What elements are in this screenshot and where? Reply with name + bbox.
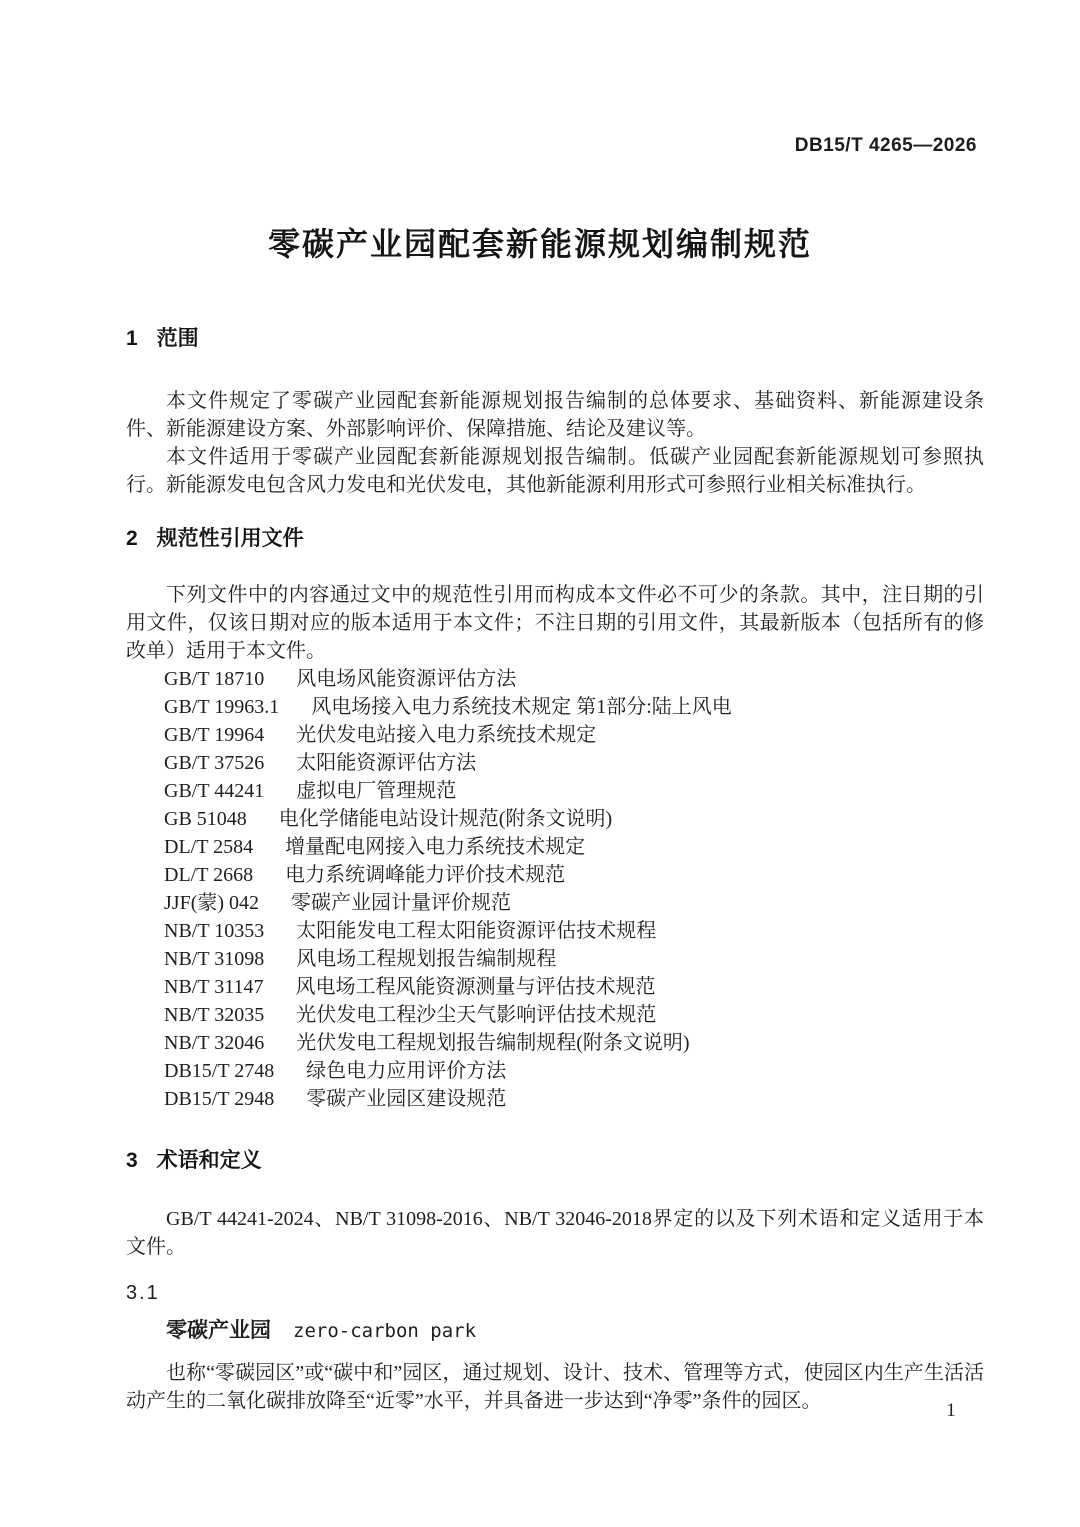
reference-item xyxy=(126,1057,984,1085)
reference-code: NB/T 32035 xyxy=(164,1004,265,1026)
term-definition: 也称“零碳园区”或“碳中和”园区，通过规划、设计、技术、管理等方式，使园区内生产生活活动产生的二氧化碳排放降至“近零”水平，并具备进一步达到“净零”条件的园区。 xyxy=(126,1362,984,1412)
reference-code: JJF(蒙) 042 xyxy=(164,892,260,914)
doc-number: DB15/T 4265—2026 xyxy=(794,135,977,156)
reference-title: 绿色电力应用评价方法 xyxy=(306,1060,507,1082)
reference-item xyxy=(126,749,984,777)
reference-title: 风电场接入电力系统技术规定 第1部分:陆上风电 xyxy=(311,696,732,718)
reference-code: GB/T 18710 xyxy=(164,668,265,690)
reference-code: GB/T 37526 xyxy=(164,752,265,774)
reference-title: 零碳产业园计量评价规范 xyxy=(291,892,512,914)
reference-title: 增量配电网接入电力系统技术规定 xyxy=(285,836,586,858)
reference-code: GB/T 19963.1 xyxy=(164,696,280,718)
section-title: 规范性引用文件 xyxy=(156,527,304,550)
reference-code: NB/T 10353 xyxy=(164,920,265,942)
normative-references-list xyxy=(126,665,984,1113)
section-title: 术语和定义 xyxy=(156,1149,262,1172)
reference-title: 光伏发电工程规划报告编制规程(附条文说明) xyxy=(296,1032,690,1054)
reference-code: DL/T 2668 xyxy=(164,864,254,886)
reference-code: NB/T 32046 xyxy=(164,1032,265,1054)
reference-item xyxy=(126,973,984,1001)
term-name-en: zero-carbon park xyxy=(293,1320,477,1342)
section-number: 1 xyxy=(126,327,138,350)
reference-code: DL/T 2584 xyxy=(164,836,254,858)
reference-item xyxy=(126,917,984,945)
document-title: 零碳产业园配套新能源规划编制规范 xyxy=(267,226,812,262)
reference-item xyxy=(126,945,984,973)
reference-code: DB15/T 2948 xyxy=(164,1088,275,1110)
reference-item xyxy=(126,1085,984,1113)
references-intro: 下列文件中的内容通过文中的规范性引用而构成本文件必不可少的条款。其中，注日期的引用文件，仅该日期对应的版本适用于本文件；不注日期的引用文件，其最新版本（包括所有的修改单）适用于本文件。 xyxy=(126,584,984,662)
reference-title: 太阳能资源评估方法 xyxy=(296,752,477,774)
reference-code: GB/T 19964 xyxy=(164,724,265,746)
reference-item xyxy=(126,805,984,833)
reference-title: 风电场工程规划报告编制规程 xyxy=(296,948,557,970)
reference-item xyxy=(126,1001,984,1029)
section-terms-heading xyxy=(126,1149,984,1173)
document-body xyxy=(126,315,984,1415)
reference-item xyxy=(126,1029,984,1057)
reference-code: GB 51048 xyxy=(164,808,247,830)
reference-title: 虚拟电厂管理规范 xyxy=(296,780,457,802)
term-entry xyxy=(126,1317,984,1345)
reference-item xyxy=(126,665,984,693)
reference-title: 风电场风能资源评估方法 xyxy=(296,668,517,690)
reference-title: 光伏发电站接入电力系统技术规定 xyxy=(296,724,597,746)
reference-item xyxy=(126,721,984,749)
section-title: 范围 xyxy=(156,327,199,350)
term-name-zh: 零碳产业园 xyxy=(166,1319,271,1342)
scope-paragraph-2: 本文件适用于零碳产业园配套新能源规划报告编制。低碳产业园配套新能源规划可参照执行。新能源发电包含风力发电和光伏发电，其他新能源利用形式可参照行业相关标准执行。 xyxy=(126,446,984,496)
section-number: 2 xyxy=(126,527,138,550)
scope-paragraph-1: 本文件规定了零碳产业园配套新能源规划报告编制的总体要求、基础资料、新能源建设条件、新能源建设方案、外部影响评价、保障措施、结论及建议等。 xyxy=(126,390,984,440)
reference-code: NB/T 31098 xyxy=(164,948,265,970)
terms-intro: GB/T 44241-2024、NB/T 31098-2016、NB/T 32046-2018界定的以及下列术语和定义适用于本文件。 xyxy=(126,1208,984,1258)
reference-title: 光伏发电工程沙尘天气影响评估技术规范 xyxy=(296,1004,657,1026)
term-number: 3.1 xyxy=(126,1282,160,1304)
reference-item xyxy=(126,889,984,917)
reference-title: 零碳产业园区建设规范 xyxy=(306,1088,507,1110)
section-number: 3 xyxy=(126,1149,138,1172)
section-references-heading xyxy=(126,527,984,551)
reference-code: GB/T 44241 xyxy=(164,780,265,802)
reference-title: 太阳能发电工程太阳能资源评估技术规程 xyxy=(296,920,657,942)
reference-item xyxy=(126,833,984,861)
reference-title: 风电场工程风能资源测量与评估技术规范 xyxy=(295,976,656,998)
reference-item xyxy=(126,861,984,889)
reference-title: 电力系统调峰能力评价技术规范 xyxy=(285,864,566,886)
reference-item xyxy=(126,693,984,721)
reference-title: 电化学储能电站设计规范(附条文说明) xyxy=(278,808,613,830)
reference-item xyxy=(126,777,984,805)
reference-code: NB/T 31147 xyxy=(164,976,264,998)
section-scope-heading xyxy=(126,327,984,351)
page-number: 1 xyxy=(946,1400,956,1421)
reference-code: DB15/T 2748 xyxy=(164,1060,275,1082)
